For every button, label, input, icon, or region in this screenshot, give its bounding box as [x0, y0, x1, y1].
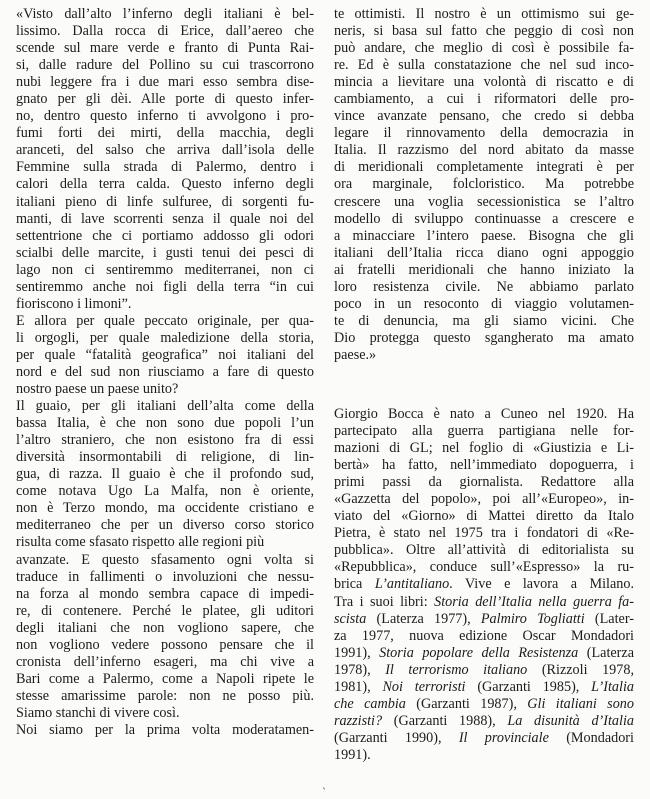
text-line: Femmine sulla strada di Palermo, dentro i	[16, 159, 314, 176]
text-line: viato del «Giorno» di Mattei diretto da Italo	[334, 508, 634, 525]
text-line: si, dalle radure del Pollino su cui trascorrono	[16, 57, 314, 74]
text-line: sentiremmo anche noi figli della terra “in cui	[16, 278, 314, 295]
book-title: Storia dell’Italia nella guerra fa-	[434, 593, 634, 610]
text-fragment: (Laterza 1977),	[366, 610, 481, 627]
text-line: pubblica». Oltre all’attività di editorialista su	[334, 542, 634, 559]
text-line: Noi siamo per la prima volta moderatamen-	[16, 721, 314, 738]
text-line	[334, 576, 634, 593]
text-fragment: (Rizzoli 1978,	[527, 661, 634, 678]
text-line: legare il rinnovamento della democrazia in	[334, 125, 634, 142]
book-title: Gli italiani sono	[527, 695, 634, 712]
text-line: modello di sviluppo continuasse a crescere e	[334, 210, 634, 227]
text-line	[334, 662, 634, 679]
text-line: settentrione che ci portiamo addosso gli odori	[16, 227, 314, 244]
text-fragment: (Garzanti 1987),	[405, 695, 528, 712]
text-line	[334, 713, 634, 730]
text-line: Dio protegga questo sgangherato ma amato	[334, 329, 634, 346]
text-fragment: brica	[334, 576, 375, 593]
text-line: mediterraneo che per un diverso corso storico	[16, 517, 314, 534]
text-line: poco in un resoconto di viaggio volutamen-	[334, 295, 634, 312]
text-line: Il guaio, per gli italiani dell’alta come della	[16, 398, 314, 415]
text-line: fioriscono i limoni”.	[16, 295, 132, 312]
text-line: paese.»	[334, 346, 377, 363]
text-fragment: (Later-	[584, 610, 634, 627]
text-line: stesse amarissime parole: non ne posso più.	[16, 687, 314, 704]
text-line: bassa Italia, è che non sono due popoli l’un	[16, 415, 314, 432]
text-line: italiani pieno di linfe sulfuree, di sorgenti fu-	[16, 193, 314, 210]
text-fragment: (Garzanti 1990),	[334, 729, 459, 746]
text-line: calori della terra calda. Questo inferno degli	[16, 176, 314, 193]
book-title: La disunità d’Italia	[507, 712, 634, 729]
text-fragment: 1978),	[334, 661, 386, 678]
text-line: no, dentro questo inferno ti avvolgono i pro-	[16, 108, 314, 125]
text-fragment: (Garzanti 1985),	[465, 678, 592, 695]
text-line: Italia. Il razzismo del nord abitato da masse	[334, 142, 634, 159]
text-line: lissimo. Dalla rocca di Erice, dall’aereo che	[16, 23, 314, 40]
text-line: 1991).	[334, 746, 371, 763]
text-line: crescere una voglia secessionistica se l’altro	[334, 193, 634, 210]
page-mark: `	[322, 788, 327, 799]
text-line: vince avanzate pensano, che credo si debba	[334, 108, 634, 125]
text-line: Pietra, è stato nel 1975 tra i fondatori di «Re-	[334, 525, 634, 542]
text-line: di meridionali completamente integrati è per	[334, 159, 634, 176]
text-line: te ottimisti. Il nostro è un ottimismo sui ge-	[334, 6, 634, 22]
text-line: fumi forti dei mirti, della macchia, degli	[16, 125, 314, 142]
book-title: Storia popolare della Resistenza	[379, 644, 579, 661]
text-line: ora marginale, folcloristico. Ma potrebbe	[334, 176, 634, 193]
book-title: L’Italia	[591, 678, 634, 695]
text-line: gua, di razza. Il guaio è che il profondo sud,	[16, 466, 314, 483]
text-line: cambiamento, a cui i riformatori delle pro-	[334, 91, 634, 108]
text-line: degli italiani che non vogliono sapere, che	[16, 619, 314, 636]
text-line: re. Ed è sulla constatazione che nel sud inco-	[334, 57, 634, 74]
text-line: mincia a lievitare una volontà di riscatto e di	[334, 74, 634, 91]
text-line: bertà» ha fatto, nell’immediato dopoguerra, i	[334, 457, 634, 474]
text-line: re, di contenere. Perché le platee, gli uditori	[16, 602, 314, 619]
text-line: te di denuncia, ma gli siamo vicini. Che	[334, 312, 634, 329]
text-line: ai fratelli meridionali che hanno iniziato la	[334, 261, 634, 278]
book-title: Noi terroristi	[382, 678, 466, 695]
text-line: risulta come sfasato rispetto alle regioni più	[16, 534, 265, 551]
text-line: nord e del sud non riusciamo a fare di questo	[16, 363, 314, 380]
text-line: nubi leggere fra i due mari esso sembra dise-	[16, 74, 314, 91]
text-line: scende sul mare verde e franto di Punta Rai-	[16, 40, 314, 57]
text-fragment: 1991),	[334, 644, 380, 661]
text-line: diversità insormontabili di religione, di lin-	[16, 449, 314, 466]
text-line: l’altro straniero, che non esistono fra di essi	[16, 432, 314, 449]
text-line: mazioni di GL; nel foglio di «Giustizia e Li-	[334, 440, 634, 457]
text-line: Bari come a Palermo, come a Napoli ripete le	[16, 670, 314, 687]
text-line: Giorgio Bocca è nato a Cuneo nel 1920. Ha	[334, 406, 634, 422]
text-line	[334, 611, 634, 628]
text-line: può andare, che meglio di così è possibile fa-	[334, 40, 634, 57]
text-fragment: . Vive e lavora a Milano.	[449, 576, 634, 593]
text-line: non vogliono vedere possono pensare che il	[16, 636, 314, 653]
book-title: che cambia	[334, 695, 406, 712]
text-line: lago non ci sentiremmo mediterranei, non ci	[16, 261, 314, 278]
text-line: scialbi delle marcite, i gusti tenui dei pesci di	[16, 244, 314, 261]
text-fragment: (Mondadori	[548, 729, 634, 746]
book-title: razzisti?	[334, 712, 383, 729]
text-line: «Repubblica», conduce sull’«Espresso» la ru-	[334, 559, 634, 576]
book-title: Il terrorismo italiano	[385, 661, 528, 678]
text-line	[334, 645, 634, 662]
text-fragment: (Garzanti 1988),	[382, 712, 508, 729]
text-line	[334, 594, 634, 611]
text-line: za 1977, nuova edizione Oscar Mondadori	[334, 627, 634, 644]
left-column-text	[16, 6, 314, 739]
text-line: primi passi da giornalista. Redattore alla	[334, 474, 634, 491]
text-line: «Visto dall’alto l’inferno degli italiani è bel-	[16, 6, 314, 22]
text-line: a minacciare l’intero paese. Bisogna che gli	[334, 227, 634, 244]
text-line: non è Terzo mondo, ma occidente cristiano e	[16, 500, 314, 517]
text-line: neris, si basa sul fatto che peggio di così non	[334, 23, 634, 40]
text-fragment: (Laterza	[578, 644, 634, 661]
book-title: Palmiro Togliatti	[480, 610, 585, 627]
text-line: nostro paese un paese unito?	[16, 381, 179, 398]
text-line	[334, 730, 634, 747]
text-line: italiani dell’Italia ricca diano ogni appoggio	[334, 244, 634, 261]
text-line: loro resistenza civile. Ne abbiamo parlato	[334, 278, 634, 295]
text-line	[334, 679, 634, 696]
text-line: traduce in fallimenti o involuzioni che nessu-	[16, 568, 314, 585]
text-line: «Gazzetta del popolo», poi all’«Europeo», in-	[334, 491, 634, 508]
book-title: L’antitaliano	[374, 576, 450, 593]
text-line: per quale “fatalità geografica” noi italiani del	[16, 346, 314, 363]
text-line: gnato per gli dèi. Alle porte di questo infer-	[16, 91, 314, 108]
author-biography	[334, 406, 634, 764]
book-title: Il provinciale	[458, 729, 549, 746]
text-line: partecipato alla guerra partigiana nelle for-	[334, 423, 634, 440]
right-column-quote-end	[334, 6, 634, 364]
book-title: scista	[334, 610, 367, 627]
text-line: na forza al mondo sembra capace di impedi-	[16, 585, 314, 602]
text-fragment: Tra i suoi libri:	[334, 593, 435, 610]
text-line: manti, di lave scorrenti senza il quale noi del	[16, 210, 314, 227]
text-line: come notava Ugo La Malfa, non è oriente,	[16, 483, 314, 500]
text-line: E allora per quale peccato originale, per qua-	[16, 312, 314, 329]
text-line	[334, 696, 634, 713]
text-line: aranceti, del salso che arriva dall’isola delle	[16, 142, 314, 159]
text-fragment: 1981),	[334, 678, 383, 695]
text-line: cronista dell’inferno esageri, ma chi vive a	[16, 653, 314, 670]
text-line: avanzate. E questo sfasamento ogni volta si	[16, 551, 314, 568]
text-line: Siamo stanchi di vivere così.	[16, 704, 180, 721]
text-line: li orgogli, per quale maledizione della storia,	[16, 329, 314, 346]
